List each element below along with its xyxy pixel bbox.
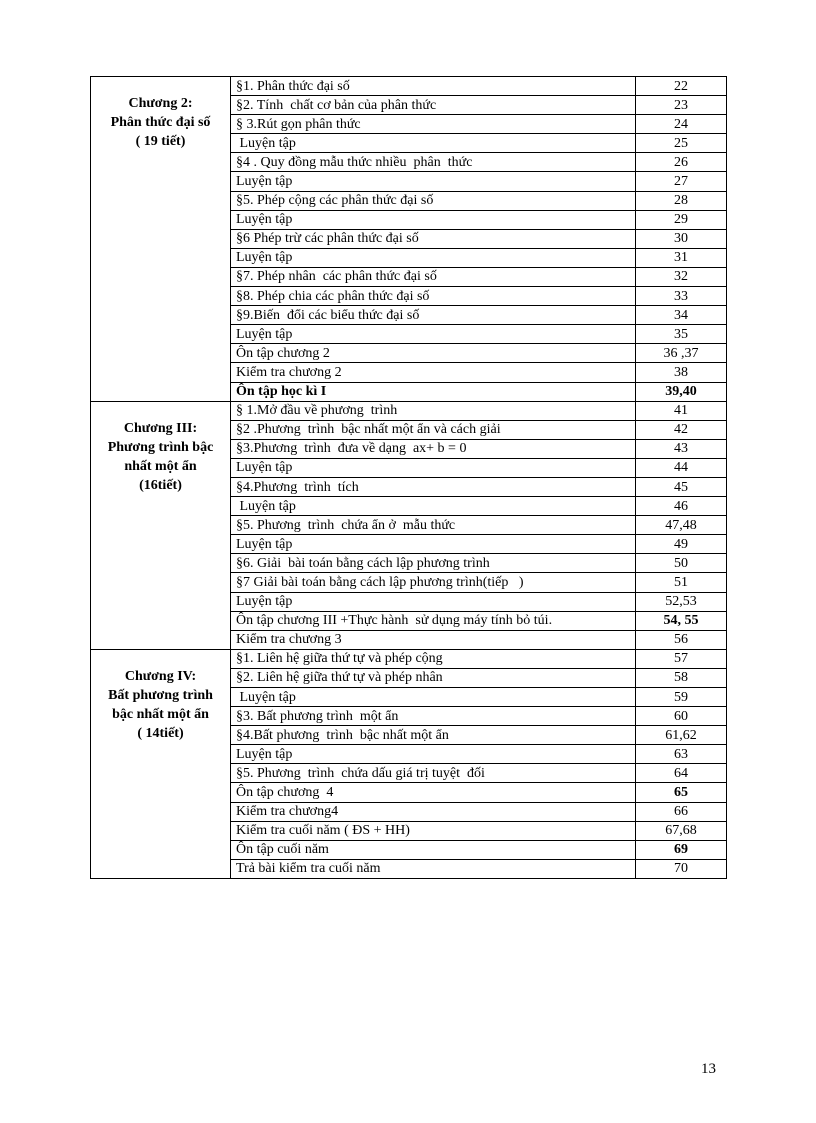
page-number: 13 <box>701 1061 716 1077</box>
lesson-name-cell: Luyện tập <box>231 592 636 611</box>
lesson-name-cell: Luyện tập <box>231 535 636 554</box>
lesson-name-cell: §5. Phương trình chứa dấu giá trị tuyệt đối <box>231 764 636 783</box>
lesson-name-cell: §3. Bất phương trình một ẩn <box>231 707 636 726</box>
lesson-name-cell: Ôn tập cuối năm <box>231 840 636 859</box>
lesson-name-cell: §5. Phép cộng các phân thức đại số <box>231 191 636 210</box>
period-cell: 25 <box>636 134 727 153</box>
period-cell: 66 <box>636 802 727 821</box>
period-cell: 50 <box>636 554 727 573</box>
table-row <box>91 401 727 420</box>
lesson-name-cell: Luyện tập <box>231 688 636 707</box>
period-cell: 54, 55 <box>636 611 727 630</box>
lesson-name-cell: §8. Phép chia các phân thức đại số <box>231 287 636 306</box>
lesson-name-cell: Luyện tập <box>231 134 636 153</box>
period-cell: 36 ,37 <box>636 344 727 363</box>
chapter-title-line: Phân thức đại số <box>110 115 211 130</box>
lesson-name-cell: Luyện tập <box>231 458 636 477</box>
period-cell: 35 <box>636 325 727 344</box>
period-cell: 47,48 <box>636 516 727 535</box>
lesson-name-cell: Luyện tập <box>231 210 636 229</box>
lesson-name-cell: §7. Phép nhân các phân thức đại số <box>231 267 636 286</box>
period-cell: 44 <box>636 458 727 477</box>
curriculum-table <box>90 76 727 879</box>
lesson-name-cell: Kiểm tra chương4 <box>231 802 636 821</box>
lesson-name-cell: §1. Phân thức đại số <box>231 77 636 96</box>
lesson-name-cell: §2. Tính chất cơ bản của phân thức <box>231 96 636 115</box>
table-row <box>91 77 727 96</box>
lesson-name-cell: Ôn tập học kì I <box>231 382 636 401</box>
period-cell: 39,40 <box>636 382 727 401</box>
curriculum-table-body <box>91 77 727 879</box>
lesson-name-cell: Luyện tập <box>231 745 636 764</box>
period-cell: 45 <box>636 477 727 496</box>
period-cell: 30 <box>636 229 727 248</box>
period-cell: 64 <box>636 764 727 783</box>
period-cell: 42 <box>636 420 727 439</box>
lesson-name-cell: §5. Phương trình chứa ẩn ở mẫu thức <box>231 516 636 535</box>
period-cell: 65 <box>636 783 727 802</box>
chapter-title-line: Chương III: <box>123 420 198 436</box>
period-cell: 43 <box>636 439 727 458</box>
lesson-name-cell: §6. Giải bài toán bằng cách lập phương trình <box>231 554 636 573</box>
period-cell: 58 <box>636 668 727 687</box>
chapter-title-cell <box>91 649 231 878</box>
lesson-name-cell: Kiểm tra cuối năm ( ĐS + HH) <box>231 821 636 840</box>
lesson-name-cell: §7 Giải bài toán bằng cách lập phương trình(tiếp ) <box>231 573 636 592</box>
lesson-name-cell: §4 . Quy đồng mẫu thức nhiều phân thức <box>231 153 636 172</box>
period-cell: 31 <box>636 248 727 267</box>
period-cell: 61,62 <box>636 726 727 745</box>
period-cell: 33 <box>636 287 727 306</box>
lesson-name-cell: § 3.Rút gọn phân thức <box>231 115 636 134</box>
chapter-title-line: ( 14tiết) <box>137 725 184 741</box>
lesson-name-cell: §2. Liên hệ giữa thứ tự và phép nhân <box>231 668 636 687</box>
chapter-title-line: Phương trình bậc <box>107 439 214 455</box>
lesson-name-cell: §1. Liên hệ giữa thứ tự và phép cộng <box>231 649 636 668</box>
period-cell: 26 <box>636 153 727 172</box>
period-cell: 22 <box>636 77 727 96</box>
lesson-name-cell: Kiểm tra chương 3 <box>231 630 636 649</box>
chapter-title-cell <box>91 77 231 402</box>
lesson-name-cell: Trả bài kiểm tra cuối năm <box>231 859 636 878</box>
period-cell: 67,68 <box>636 821 727 840</box>
period-cell: 69 <box>636 840 727 859</box>
lesson-name-cell: Ôn tập chương 2 <box>231 344 636 363</box>
period-cell: 24 <box>636 115 727 134</box>
lesson-name-cell: Luyện tập <box>231 248 636 267</box>
chapter-title-line: (16tiết) <box>139 477 182 493</box>
lesson-name-cell: §4.Bất phương trình bậc nhất một ẩn <box>231 726 636 745</box>
period-cell: 34 <box>636 306 727 325</box>
period-cell: 60 <box>636 707 727 726</box>
lesson-name-cell: §4.Phương trình tích <box>231 477 636 496</box>
lesson-name-cell: Luyện tập <box>231 325 636 344</box>
chapter-title-line: Chương IV: <box>124 668 197 684</box>
chapter-title-line: Chương 2: <box>128 96 193 111</box>
chapter-title-line: nhất một ẩn <box>124 458 197 474</box>
lesson-name-cell: Luyện tập <box>231 497 636 516</box>
lesson-name-cell: §3.Phương trình đưa về dạng ax+ b = 0 <box>231 439 636 458</box>
lesson-name-cell: Ôn tập chương III +Thực hành sử dụng máy tính bỏ túi. <box>231 611 636 630</box>
period-cell: 32 <box>636 267 727 286</box>
period-cell: 29 <box>636 210 727 229</box>
lesson-name-cell: § 1.Mở đầu về phương trình <box>231 401 636 420</box>
period-cell: 49 <box>636 535 727 554</box>
period-cell: 70 <box>636 859 727 878</box>
lesson-name-cell: Kiểm tra chương 2 <box>231 363 636 382</box>
lesson-name-cell: §6 Phép trừ các phân thức đại số <box>231 229 636 248</box>
period-cell: 59 <box>636 688 727 707</box>
table-row <box>91 649 727 668</box>
period-cell: 63 <box>636 745 727 764</box>
period-cell: 46 <box>636 497 727 516</box>
lesson-name-cell: §2 .Phương trình bậc nhất một ẩn và cách giải <box>231 420 636 439</box>
lesson-name-cell: §9.Biến đổi các biểu thức đại số <box>231 306 636 325</box>
lesson-name-cell: Ôn tập chương 4 <box>231 783 636 802</box>
lesson-name-cell: Luyện tập <box>231 172 636 191</box>
chapter-title-line: bậc nhất một ẩn <box>112 706 209 722</box>
period-cell: 27 <box>636 172 727 191</box>
period-cell: 41 <box>636 401 727 420</box>
chapter-title-cell <box>91 401 231 649</box>
period-cell: 38 <box>636 363 727 382</box>
chapter-title-line: Bất phương trình <box>108 687 213 703</box>
period-cell: 51 <box>636 573 727 592</box>
period-cell: 52,53 <box>636 592 727 611</box>
period-cell: 23 <box>636 96 727 115</box>
period-cell: 56 <box>636 630 727 649</box>
period-cell: 57 <box>636 649 727 668</box>
chapter-title-line: ( 19 tiết) <box>135 134 186 149</box>
period-cell: 28 <box>636 191 727 210</box>
